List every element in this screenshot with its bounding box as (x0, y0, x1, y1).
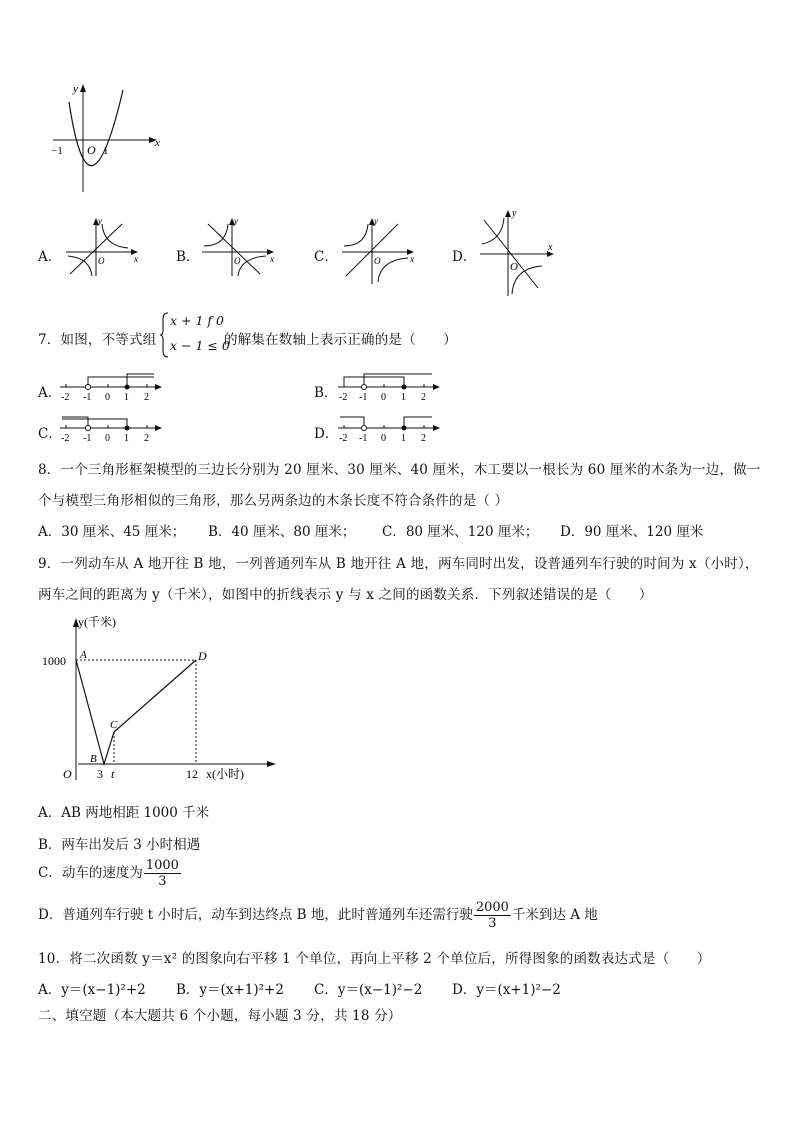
q7-prefix: 7．如图，不等式组 (38, 332, 157, 348)
q7-suffix: 的解集在数轴上表示正确的是（ ） (224, 332, 457, 348)
q9-option-a: A．AB 两地相距 1000 千米 (38, 805, 210, 821)
svg-text:1: 1 (124, 392, 129, 402)
q10-option-c: C．y＝(x−1)²−2 (314, 982, 423, 998)
q7-numberline-c (58, 411, 166, 443)
svg-text:O: O (234, 256, 241, 266)
q7-option-b-label: B． (314, 385, 338, 401)
q9-point-c: C (110, 719, 118, 731)
q7-numberline-b (336, 370, 444, 402)
q7-numberline-d (336, 411, 444, 443)
svg-text:x: x (410, 254, 414, 264)
svg-text:0: 0 (381, 392, 386, 402)
svg-text:2: 2 (421, 392, 426, 402)
svg-text:-2: -2 (339, 392, 348, 402)
q9-point-b: B (90, 753, 97, 765)
q6-option-b-graph (198, 216, 280, 280)
q6-option-a-label: A． (38, 249, 62, 265)
q9-option-b: B．两车出发后 3 小时相遇 (38, 837, 201, 853)
q9-option-c (38, 858, 182, 889)
svg-text:-1: -1 (359, 392, 368, 402)
q7-ineq-1: x + 1 f 0 (170, 313, 224, 328)
q9-x-tick-3: 3 (97, 767, 103, 781)
svg-text:y: y (512, 208, 517, 219)
q9-origin: O (63, 767, 72, 781)
svg-text:0: 0 (381, 433, 386, 443)
q6-option-c-graph (338, 216, 420, 288)
svg-text:2: 2 (144, 392, 149, 402)
svg-text:0: 0 (105, 433, 110, 443)
q9-option-c-fraction: $\frac{1000}{3}$ (145, 858, 179, 889)
q10-option-a: A．y＝(x−1)²+2 (38, 982, 146, 998)
q9-point-a: A (80, 649, 87, 661)
q8-option-a: A．30 厘米、45 厘米； (38, 524, 186, 540)
q6-option-c-label: C． (314, 249, 338, 265)
q6-option-b-label: B． (176, 249, 200, 265)
q9-line-1: 9．一列动车从 A 地开往 B 地，一列普通列车从 B 地开往 A 地，两车同时出发，设普通列车行驶的时间为 x（小时）， (38, 556, 759, 572)
q9-y-label: y(千米) (78, 615, 116, 629)
q7-option-a-label: A． (38, 385, 62, 401)
svg-text:0: 0 (105, 392, 110, 402)
section-2-heading: 二、填空题（本大题共 6 个小题，每小题 3 分，共 18 分） (38, 1008, 402, 1024)
svg-text:2: 2 (144, 433, 149, 443)
q9-x-tick-t: t (111, 767, 115, 781)
q10-line: 10．将二次函数 y＝x² 的图象向右平移 1 个单位，再向上平移 2 个单位后，所得图象的函数表达式是（ ） (38, 951, 711, 967)
q9-line-2: 两车之间的距离为 y（千米），如图中的折线表示 y 与 x 之间的函数关系．下列叙述错误的是（ ） (38, 587, 653, 603)
svg-text:-1: -1 (83, 433, 92, 443)
graph-x-label: x (155, 137, 160, 149)
q9-distance-graph (38, 612, 288, 784)
q6-option-a-graph (62, 216, 144, 280)
q9-option-d-text: D．普通列车行驶 t 小时后，动车到达终点 B 地，此时普通列车还需行驶 (38, 907, 473, 923)
q10-option-d: D．y＝(x+1)²−2 (452, 982, 561, 998)
q8-option-b: B．40 厘米、80 厘米； (208, 524, 356, 540)
svg-text:1: 1 (401, 392, 406, 402)
brace-icon (160, 311, 170, 359)
q9-option-c-text: C．动车的速度为 (38, 865, 143, 881)
svg-text:-2: -2 (339, 433, 348, 443)
svg-text:y: y (98, 216, 102, 226)
q7-ineq-2: x − 1 ≤ 0 (170, 338, 230, 353)
q7-system (160, 311, 230, 359)
q9-x-label: x(小时) (206, 767, 244, 781)
svg-text:-1: -1 (359, 433, 368, 443)
q9-option-d (38, 900, 598, 931)
svg-text:-2: -2 (61, 392, 70, 402)
q9-option-d-fraction: $\frac{2000}{3}$ (475, 900, 509, 931)
q6-option-d-graph (476, 206, 560, 298)
q7-numberline-a (58, 370, 166, 402)
q6-option-d-label: D． (452, 249, 477, 265)
svg-text:y: y (374, 216, 378, 226)
svg-text:1: 1 (124, 433, 129, 443)
q9-point-d: D (198, 649, 207, 663)
svg-text:O: O (510, 261, 518, 273)
q9-x-tick-12: 12 (186, 767, 198, 781)
svg-text:y: y (234, 216, 238, 226)
graph-tick-neg1: −1 (51, 145, 63, 157)
q8-line-2: 个与模型三角形相似的三角形，那么另两条边的木条长度不符合条件的是（ ） (38, 493, 509, 509)
q8-line-1: 8．一个三角形框架模型的三边长分别为 20 厘米、30 厘米、40 厘米，木工要以一根长为 60 厘米的木条为一边，做一 (38, 462, 761, 478)
q9-option-d-suffix: 千米到达 A 地 (511, 907, 598, 923)
svg-text:1: 1 (401, 433, 406, 443)
graph-y-label: y (73, 83, 78, 95)
svg-text:x: x (548, 242, 553, 253)
svg-text:x: x (134, 254, 138, 264)
svg-text:-2: -2 (61, 433, 70, 443)
svg-text:2: 2 (421, 433, 426, 443)
q9-y-tick: 1000 (42, 654, 66, 668)
q10-option-b: B．y＝(x+1)²+2 (176, 982, 284, 998)
svg-text:O: O (98, 256, 105, 266)
q8-option-c: C．80 厘米、120 厘米； (382, 524, 539, 540)
svg-text:x: x (270, 254, 274, 264)
parabola-graph (45, 80, 175, 195)
svg-text:-1: -1 (83, 392, 92, 402)
q7-option-d-label: D． (314, 426, 339, 442)
svg-text:O: O (374, 256, 381, 266)
q7-option-c-label: C． (38, 426, 62, 442)
graph-tick-1: 1 (103, 145, 109, 157)
graph-origin: O (87, 143, 96, 157)
q8-option-d: D．90 厘米、120 厘米 (560, 524, 704, 540)
